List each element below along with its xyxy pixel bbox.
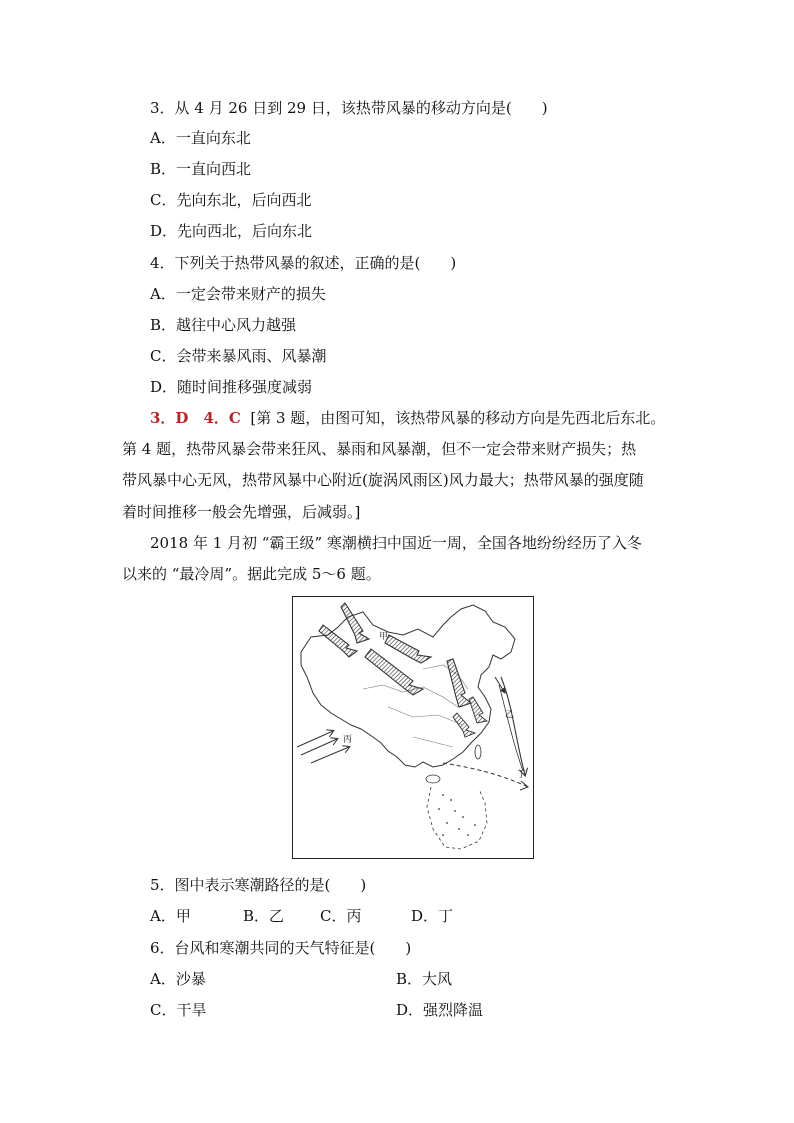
label-bing: 丙 — [343, 735, 353, 745]
hatched-arrow-small — [469, 697, 487, 723]
q5-option-b[interactable]: B．乙 — [243, 907, 285, 925]
answer-line-2: 第 4 题，热带风暴会带来狂风、暴雨和风暴潮，但不一定会带来财产损失；热 — [122, 440, 637, 458]
q5-option-c[interactable]: C．丙 — [320, 907, 362, 925]
q6-stem: 6．台风和寒潮共同的天气特征是( ) — [150, 939, 412, 957]
q5-stem: 5．图中表示寒潮路径的是( ) — [150, 876, 367, 894]
answer-line-3: 带风暴中心无风，热带风暴中心附近(旋涡风雨区)风力最大；热带风暴的强度随 — [122, 471, 644, 489]
q4-option-a[interactable]: A．一定会带来财产的损失 — [150, 285, 326, 303]
q3-stem: 3．从 4 月 26 日到 29 日，该热带风暴的移动方向是( ) — [150, 99, 548, 117]
q5-option-a[interactable]: A．甲 — [150, 907, 191, 925]
q3-option-b[interactable]: B．一直向西北 — [150, 160, 252, 178]
q4-option-b[interactable]: B．越往中心风力越强 — [150, 316, 297, 334]
q6-option-d[interactable]: D．强烈降温 — [396, 1001, 484, 1019]
label-jia: 甲 — [379, 632, 389, 642]
open-arrow — [311, 747, 349, 763]
hatched-arrow-small — [453, 713, 475, 737]
arrow-jia-group — [319, 603, 471, 707]
q6-option-a[interactable]: A．沙暴 — [150, 970, 206, 988]
q4-stem: 4．下列关于热带风暴的叙述，正确的是( ) — [150, 254, 457, 272]
china-map-svg — [293, 597, 532, 857]
q4-option-d[interactable]: D．随时间推移强度减弱 — [150, 378, 313, 396]
hatched-arrow — [447, 659, 471, 707]
hainan-island — [426, 775, 440, 783]
inner-boundary — [388, 707, 463, 725]
q6-option-b[interactable]: B．大风 — [396, 970, 453, 988]
intro-line-1: 2018 年 1 月初 “霸王级” 寒潮横扫中国近一周，全国各地纷纷经历了入冬 — [150, 534, 642, 552]
q4-option-c[interactable]: C．会带来暴风雨、风暴潮 — [150, 347, 327, 365]
arrow-ding — [443, 763, 528, 787]
taiwan-island — [475, 745, 481, 759]
intro-line-2: 以来的 “最冷周”。据此完成 5～6 题。 — [122, 565, 381, 583]
open-arrow — [297, 731, 333, 747]
arrow-bing-group — [297, 731, 349, 763]
answer-line-1 — [150, 408, 665, 428]
q3-option-c[interactable]: C．先向东北，后向西北 — [150, 191, 312, 209]
q6-option-c[interactable]: C．干旱 — [150, 1001, 207, 1019]
answer-text-1: [第 3 题，由图可知，该热带风暴的移动方向是先西北后东北。 — [250, 409, 666, 427]
cold-wave-map — [292, 596, 534, 859]
inner-boundary — [413, 737, 453, 747]
answer-line-4: 着时间推移一般会先增强，后减弱。] — [122, 503, 361, 521]
hatched-arrow — [341, 603, 369, 643]
hatched-arrow — [385, 635, 431, 663]
label-ding: 丁 — [517, 770, 527, 780]
hatched-arrow — [319, 625, 357, 657]
q3-option-a[interactable]: A．一直向东北 — [150, 129, 251, 147]
label-yi: 乙 — [505, 710, 515, 720]
south-sea-islands — [438, 794, 476, 836]
nine-dash-line — [427, 787, 487, 849]
q3-option-d[interactable]: D．先向西北，后向东北 — [150, 222, 313, 240]
answer-key: 3．D 4．C — [150, 409, 241, 427]
q5-option-d[interactable]: D．丁 — [411, 907, 454, 925]
open-arrow — [301, 739, 337, 755]
arrow-yi-inner — [499, 685, 523, 771]
